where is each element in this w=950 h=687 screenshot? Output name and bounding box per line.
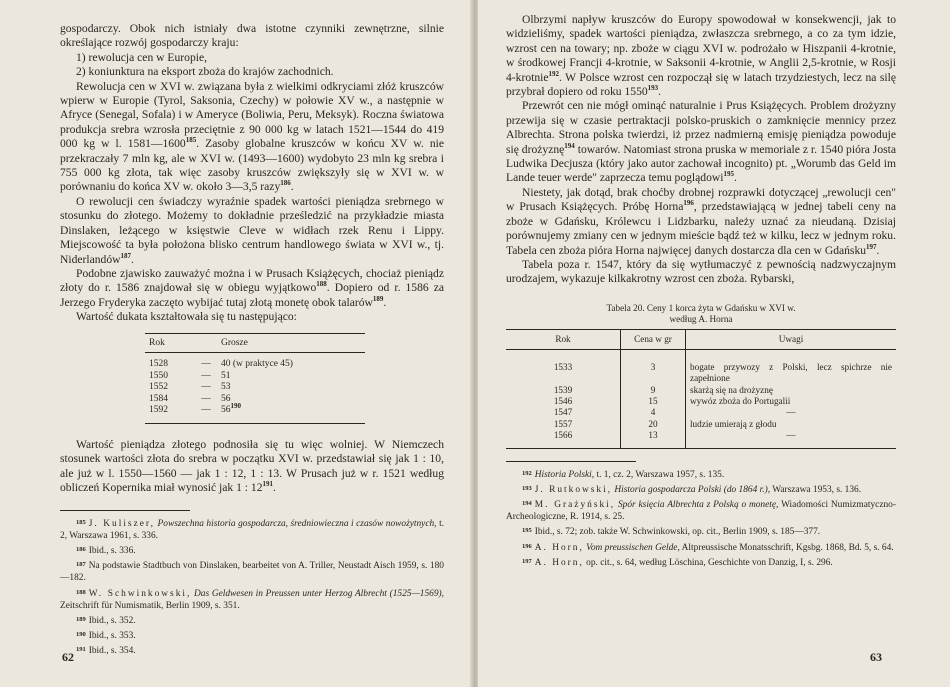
table-row (145, 405, 365, 423)
footnote-title: Historia gospodarcza Polski (do 1864 r.), (614, 484, 771, 495)
list-item: 2) koniunktura na eksport zboża do krajów zachodnich. (76, 65, 334, 79)
note-cell: ludzie umierają z głodu (686, 419, 897, 430)
footnote (60, 544, 444, 557)
ducat-value-table (145, 333, 365, 424)
footnote-number: 187 (76, 561, 86, 569)
footnotes (60, 517, 444, 658)
table-end (506, 442, 896, 449)
note-cell: wywóz zboża do Portugalii (686, 396, 897, 407)
year-cell: 1533 (553, 361, 573, 372)
footnote-text: op. cit., s. 64, według Löschina, Geschichte von Danzig, I, s. 296. (586, 557, 833, 568)
list-item: 1) rewolucja cen w Europie, (76, 50, 208, 64)
footnote-number: 193 (522, 484, 532, 492)
table-row (506, 385, 896, 396)
dash-cell: — (201, 358, 211, 369)
paragraph: O rewolucji cen świadczy wyraźnie spadek wartości pieniądza srebrnego w stosunku do złotego. Możemy to dokładnie prześledzić na przykładzie miasta Dinslaken, leżącego w księstwie Cleve w widłach rzek Renu i Lippy. Miejscowość ta była położona blisko centrum handlowego świata w XVI w., tj. Niderlandów$^{187}$. (60, 194, 444, 266)
column-header: Uwagi (686, 329, 897, 349)
grain-price-table (506, 329, 896, 449)
paragraph: Niestety, jak dotąd, brak choćby drobnej rozprawki dotyczącej „rewolucji cen" w Prusach Książęcych. Próbę Horna$^{196}$, przedstawiającą w jednej tabeli ceny na zboże w Gdańsku, Królewcu i Lidzbarku, należy uznać za nieudaną. Dzisiaj porównujemy zmiany cen w jednym mieście bądź też w kilku, lecz w jednym roku. Tabela cen zboża pióra Horna najwięcej danych dostarcza dla cen w Gdańsku$^{197}$. (506, 185, 896, 257)
footnote-ref: 191 (262, 480, 274, 489)
year-cell: 1584 (149, 393, 168, 404)
dash-cell: — (195, 405, 217, 423)
table-caption: Tabela 20. Ceny 1 korca żyta w Gdańsku w XVI w. według A. Horna (606, 302, 796, 325)
left-page (0, 0, 472, 687)
footnote-ref: 185 (185, 136, 197, 145)
value-text: 53 (220, 382, 231, 393)
dash-cell: — (201, 370, 211, 381)
footnote-text: t. 1, cz. 2, Warszawa 1957, s. 135. (596, 469, 725, 480)
footnote-author: J. Rutkowski, (534, 484, 613, 495)
footnote-number: 197 (522, 557, 532, 565)
year-cell: 1552 (149, 382, 168, 393)
year-cell: 1550 (149, 370, 168, 381)
footnote (60, 644, 444, 657)
footnote (506, 483, 896, 496)
footnote-author: A. Horn, (534, 542, 584, 553)
table-row (145, 382, 365, 394)
year-cell: 1592 (145, 405, 195, 423)
footnote-text: Ibid., s. 72; zob. także W. Schwinkowski, op. cit., Berlin 1909, s. 185—377. (534, 527, 821, 538)
footnote (506, 468, 896, 481)
year-cell: 1528 (149, 358, 168, 369)
footnote-number: 185 (76, 518, 86, 526)
footnote-number: 189 (76, 615, 86, 623)
footnote (506, 541, 896, 554)
dash-cell: — (201, 393, 211, 404)
year-cell: 1546 (553, 395, 573, 406)
note-cell: bogate przywozy z Polski, lecz spichrze nie zapełnione (686, 362, 897, 385)
column-header: Rok (506, 329, 621, 349)
column-header: Rok (145, 333, 217, 352)
footnote-number: 188 (76, 588, 86, 596)
value-cell (217, 402, 365, 423)
year-cell: 1566 (553, 430, 573, 441)
table-row (506, 396, 896, 407)
table-row (145, 394, 365, 406)
footnote-author: J. Kuliszer, (88, 518, 155, 529)
year-cell: 1539 (553, 384, 573, 395)
footnote-ref: 193 (647, 84, 659, 93)
price-cell: 13 (621, 430, 686, 441)
footnote-title: Powszechna historia gospodarcza, średniowieczna i czasów nowożytnych, (157, 518, 437, 529)
footnote-title: Spór księcia Albrechta z Polską o monetę, (617, 499, 779, 510)
footnote-ref: 195 (723, 170, 734, 179)
footnote-number: 196 (522, 542, 532, 550)
footnote-number: 186 (76, 545, 86, 553)
footnote (506, 498, 896, 523)
year-cell: 1547 (553, 407, 573, 418)
price-cell: 9 (621, 385, 686, 396)
footnotes (506, 468, 896, 569)
footnote-text: Zeitschrift für Numismatik, Berlin 1909, s. 351. (60, 600, 240, 611)
footnote (60, 559, 444, 584)
footnote-text: Ibid., s. 354. (88, 646, 136, 657)
footnote-text: Altpreussische Monatsschrift, Kgsbg. 1868, Bd. 5, s. 64. (681, 542, 894, 553)
paragraph: Olbrzymi napływ kruszców do Europy spowodował w konsekwencji, jak to widzieliśmy, spadek wartości pieniądza, zwłaszcza srebrnego, a co za tym idzie, wzrost cen na towary; np. zboże w ciągu XVI w. podrożało w Hiszpanii 4-krotnie, w środkowej Francji 4-krotnie, w Saksonii 4-krotnie, w Anglii 2,5-krotnie, w Rosji 4-krotnie$^{192}$. W Polsce wzrost cen rozpoczął się w latach trzydziestych, lecz na silę przybrał dopiero od roku 1550$^{193}$. (506, 13, 896, 99)
note-cell: skarżą się na drożyznę (686, 385, 897, 396)
price-cell: 4 (621, 407, 686, 418)
footnote-number: 190 (76, 631, 86, 639)
footnote-title: Das Geldwesen in Preussen unter Herzog Albrecht (1525—1569), (194, 588, 445, 599)
table-row (506, 430, 896, 441)
footnote-author: M. Grażyński, (534, 499, 616, 510)
footnote-text: Wiadomości Numizmatyczno-Archeologiczne, R. 1914, s. 25. (506, 499, 896, 523)
footnote-author: W. Schwinkowski, (88, 588, 192, 599)
column-header: Grosze (217, 333, 365, 352)
footnote-ref: 196 (683, 199, 694, 208)
value-text: 56 (220, 393, 231, 404)
paragraph: Tabela poza r. 1547, który da się wytłumaczyć z pewnością nadzwyczajnym urodzajem, wykazuje kilkakrotny wzrost cen zboża. Rybarski, (506, 257, 896, 286)
paragraph: Podobne zjawisko zauważyć można i w Prusach Książęcych, chociaż pieniądz złoty do r. 1586 znajdował się w obiegu wyjątkowo$^{188}$. Dopiero od r. 1586 za Jerzego Fryderyka zaczęto wybijać tutaj złotą monetę obok talarów$^{189}$. (60, 266, 444, 309)
footnote (506, 556, 896, 569)
year-cell: 1557 (553, 418, 573, 429)
footnote-ref: 188 (316, 280, 327, 289)
value-text: 40 (w praktyce 45) (220, 358, 293, 369)
page-number: 62 (62, 650, 74, 664)
table-row (145, 352, 365, 370)
note-cell: — (686, 407, 897, 418)
paragraph: Wartość dukata kształtowała się tu następująco: (76, 310, 297, 324)
footnote-text: Ibid., s. 353. (88, 631, 136, 642)
table-row (506, 419, 896, 430)
footnote-text: Ibid., s. 352. (88, 615, 136, 626)
table-row (145, 371, 365, 383)
value-cell (217, 382, 365, 394)
footnote-text: t. 2, Warszawa 1961, s. 336. (60, 518, 445, 541)
paragraph: gospodarczy. Obok nich istniały dwa istotne czynniki zewnętrzne, silnie określające rozwój gospodarczy kraju: (60, 22, 444, 50)
value-cell (217, 352, 365, 370)
footnote (60, 587, 444, 612)
dash-cell: — (201, 382, 211, 393)
footnote-ref: 197 (866, 242, 877, 251)
left-page-text (60, 22, 444, 658)
right-page-text (506, 13, 896, 569)
footnote (506, 525, 896, 538)
column-header: Cena w gr (621, 329, 686, 349)
footnote-number: 191 (76, 646, 86, 654)
footnote-text: Na podstawie Stadtbuch von Dinslaken, bearbeitet von A. Triller, Neustadt Aisch 1959, s. 180—182. (60, 561, 444, 584)
price-cell: 3 (621, 362, 686, 385)
paragraph: Wartość pieniądza złotego podnosiła się tu więc wolniej. W Niemczech stosunek wartości złota do srebra w początku XVI w. przedstawiał się jak 1 : 10, ale już w l. 1550—1560 — jak 1 : 12, 1 : 13. W Prusach już w r. 1521 według obliczeń Kopernika miał wynosić jak 1 : $12^{191}$. (60, 437, 444, 495)
footnote-text: Warszawa 1953, s. 136. (772, 484, 862, 495)
footnote-author: A. Horn, (534, 557, 584, 568)
footnote-ref: 186 (280, 179, 291, 188)
footnote-number: 195 (522, 527, 532, 535)
footnote (60, 517, 444, 542)
footnote-number: 194 (522, 499, 532, 507)
table-row (506, 362, 896, 385)
footnote-ref: 190 (230, 402, 241, 411)
footnote-ref: 187 (120, 251, 132, 260)
footnote-number: 192 (522, 469, 532, 477)
footnote-ref: 192 (548, 69, 559, 78)
value-text: 51 (220, 370, 231, 381)
footnote-ref: 194 (564, 141, 575, 150)
footnote (60, 629, 444, 642)
value-text: 56 (220, 405, 231, 416)
paragraph: Przewrót cen nie mógł ominąć naturalnie i Prus Książęcych. Problem drożyzny przewija się w czasie pertraktacji polsko-pruskich o zamknięcie mennicy przez Albrechta. Strona polska twierdzi, iż przez nadmierną emisję pieniądza powoduje się drożyznę$^{194}$ towarów. Natomiast strona pruska w memoriale z r. 1540 pióra Josta Ludwika Decjusza (który jako autor zachował incognito) pt. „Worumb das Geld im Lande teuer werde" zaprzecza temu poglądowi$^{195}$. (506, 99, 896, 185)
footnote-title: Vom preussischen Gelde, (586, 542, 680, 553)
table-spacer (506, 349, 896, 362)
paragraph: Rewolucja cen w XVI w. związana była z wielkimi odkryciami złóż kruszców wpierw w Europie (Tyrol, Saksonia, Czechy) w połowie XV w., a następnie w Afryce (Senegal, Sofala) i w Ameryce (Boliwia, Peru, Meksyk). Roczna światowa produkcja srebra wzrosła przeciętnie z 90 000 kg w latach 1521—1544 do 419 000 kg w l. 1581—1600$^{185}$. Zasoby globalne kruszców w końcu XV w. nie przekraczały 7 mln kg, ale w XVI w. (1493—1600) wydobyto 23 mln kg srebra i 755 000 kg złota, tak więc zasoby kruszców zwiększyły się w XVI w. w porównaniu do końca XV w. około 3—3,5 razy$^{186}$. (60, 79, 444, 194)
price-cell: 20 (621, 419, 686, 430)
table-row (506, 407, 896, 418)
page-number: 63 (870, 650, 882, 664)
price-cell: 15 (621, 396, 686, 407)
footnote-divider (506, 461, 636, 462)
footnote-text: Ibid., s. 336. (88, 545, 136, 556)
footnote-divider (60, 510, 190, 511)
footnote-ref: 189 (372, 294, 384, 303)
right-page (478, 0, 950, 687)
footnote (60, 614, 444, 627)
value-cell (217, 371, 365, 383)
footnote-title: Historia Polski, (534, 469, 595, 480)
note-cell: — (686, 430, 897, 441)
